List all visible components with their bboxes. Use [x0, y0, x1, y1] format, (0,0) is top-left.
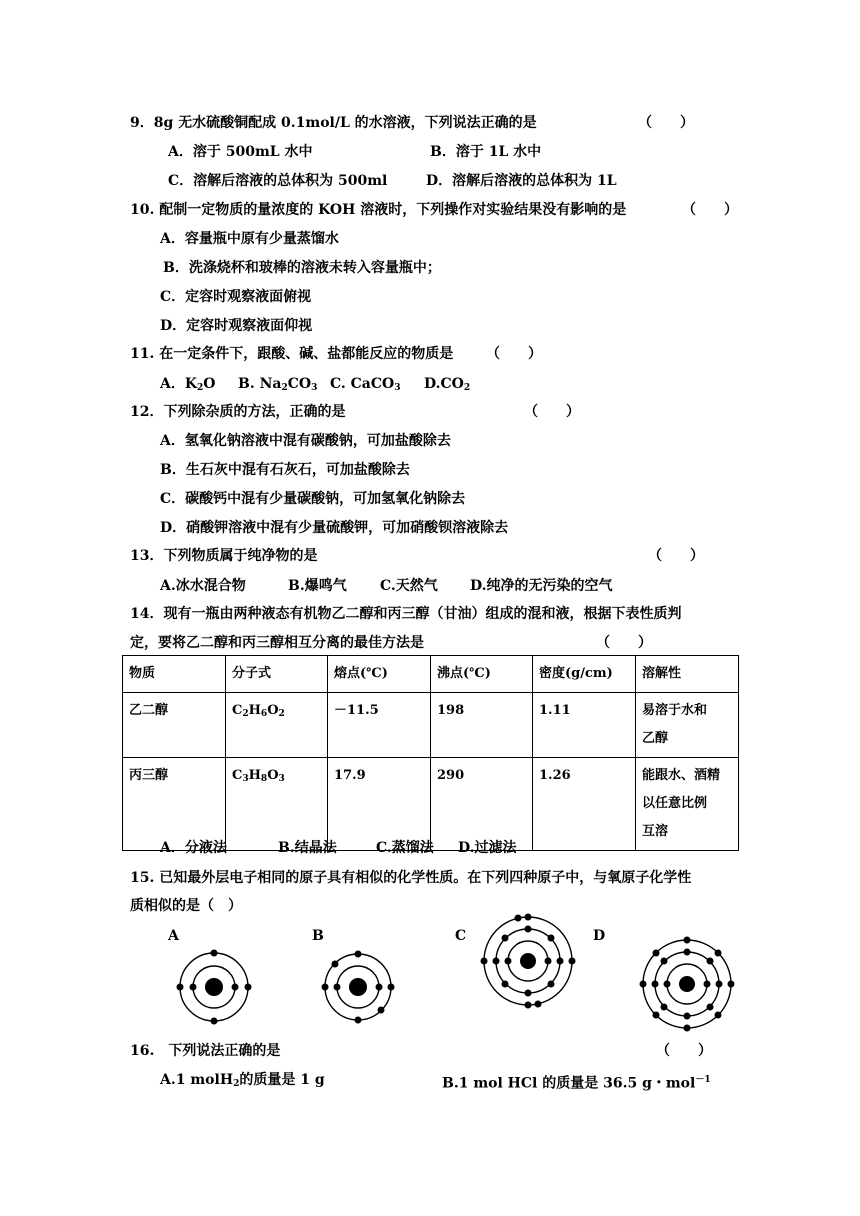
electron [502, 935, 509, 942]
q14-stem-line1: 14．现有一瓶由两种液态有机物乙二醇和丙三醇（甘油）组成的混和液，根据下表性质判 [130, 606, 682, 622]
diagram-label-d: D [593, 928, 606, 944]
electron [684, 1013, 691, 1020]
electron [525, 1002, 532, 1009]
electron [548, 981, 555, 988]
electron [728, 981, 735, 988]
q14-option-a: A．分液法 [160, 840, 227, 856]
electron [525, 926, 532, 933]
q10-answer-paren: （ ） [682, 202, 738, 218]
table-header-cell: 物质 [123, 656, 226, 693]
electron [505, 958, 512, 965]
q9-option-b: B．溶于 1L 水中 [430, 144, 542, 160]
q16-answer-paren: （ ） [656, 1043, 712, 1059]
q16-option-b: B.1 mol HCl 的质量是 36.5 g・mol$^{-1}$ [442, 1075, 711, 1092]
table-cell-formula: $C_3H_8O_3$ [226, 758, 328, 851]
electron [640, 981, 647, 988]
electron [190, 984, 197, 991]
electron [378, 1007, 385, 1014]
electron [245, 984, 252, 991]
electron [211, 1018, 218, 1025]
q10-option-a: A．容量瓶中原有少量蒸馏水 [160, 231, 339, 247]
q13-stem: 13．下列物质属于纯净物的是 [130, 548, 318, 564]
nucleus [679, 976, 695, 992]
q10-option-b: B．洗涤烧杯和玻棒的溶液未转入容量瓶中； [163, 260, 441, 276]
q9-option-a: A．溶于 500mL 水中 [168, 144, 313, 160]
electron [177, 984, 184, 991]
q16-option-a: A.1 molH$_2$的质量是 1 g [160, 1072, 325, 1089]
q11-answer-paren: （ ） [486, 346, 542, 362]
electron [493, 958, 500, 965]
electron [707, 958, 714, 965]
q11-option-c: C. CaCO$_3$ [330, 376, 401, 393]
electron [548, 935, 555, 942]
electron [481, 958, 488, 965]
table-header-cell: 分子式 [226, 656, 328, 693]
electron [652, 981, 659, 988]
electron [569, 958, 576, 965]
atom-diagram-b [316, 947, 400, 1031]
properties-table [122, 655, 739, 851]
table-cell-boiling-point: 198 [431, 693, 533, 758]
electron [653, 950, 660, 957]
table-header-cell: 溶解性 [636, 656, 739, 693]
q9-answer-paren: （ ） [638, 115, 694, 131]
q9-option-c: C．溶解后溶液的总体积为 500ml [168, 173, 388, 189]
electron [502, 981, 509, 988]
q12-stem: 12．下列除杂质的方法，正确的是 [130, 404, 346, 420]
diagram-label-c: C [455, 928, 467, 944]
table-cell-density: 1.26 [533, 758, 636, 851]
q15-stem-line2: 质相似的是（ ） [130, 898, 242, 914]
atom-diagram-d [637, 934, 737, 1034]
q16-stem: 16. 下列说法正确的是 [130, 1043, 281, 1059]
q13-option-b: B.爆鸣气 [288, 578, 347, 594]
electron [535, 1001, 542, 1008]
table-cell-solubility: 能跟水、酒精 以任意比例 互溶 [636, 758, 739, 851]
q14-option-c: C.蒸馏法 [376, 840, 434, 856]
electron [653, 1012, 660, 1019]
q11-option-a: A．$K_2O$ [160, 376, 216, 393]
electron [661, 1004, 668, 1011]
electron [525, 990, 532, 997]
q10-option-d: D．定容时观察液面仰视 [160, 318, 313, 334]
table-cell-substance: 乙二醇 [123, 693, 226, 758]
q12-answer-paren: （ ） [524, 404, 580, 420]
electron [232, 984, 239, 991]
q12-option-a: A．氢氧化钠溶液中混有碳酸钠，可加盐酸除去 [160, 433, 451, 449]
table-cell-formula: $C_2H_6O_2$ [226, 693, 328, 758]
q10-option-c: C．定容时观察液面俯视 [160, 289, 312, 305]
q9-option-d: D．溶解后溶液的总体积为 1L [426, 173, 617, 189]
table-cell-melting-point: 17.9 [328, 758, 431, 851]
table-cell-density: 1.11 [533, 693, 636, 758]
q14-option-b: B.结晶法 [278, 840, 337, 856]
electron [661, 958, 668, 965]
electron [388, 984, 395, 991]
electron [376, 984, 383, 991]
diagram-label-a: A [168, 928, 179, 944]
nucleus [349, 978, 367, 996]
electron [355, 951, 362, 958]
table-cell-melting-point: －11.5 [328, 693, 431, 758]
q15-stem-line1: 15. 已知最外层电子相同的原子具有相似的化学性质。在下列四种原子中，与氧原子化学性 [130, 870, 692, 886]
q12-option-b: B．生石灰中混有石灰石，可加盐酸除去 [160, 462, 410, 478]
table-cell-boiling-point: 290 [431, 758, 533, 851]
q9-stem: 9．8g 无水硫酸铜配成 0.1mol/L 的水溶液，下列说法正确的是 [130, 115, 537, 131]
table-row [123, 693, 739, 758]
electron [684, 1025, 691, 1032]
electron [211, 950, 218, 957]
electron [334, 984, 341, 991]
electron [715, 1012, 722, 1019]
table-header-cell: 密度(g/cm) [533, 656, 636, 693]
electron [716, 981, 723, 988]
electron [684, 949, 691, 956]
q14-stem-line2: 定，要将乙二醇和丙三醇相互分离的最佳方法是 [130, 635, 424, 651]
nucleus [520, 953, 536, 969]
atom-diagram-a [172, 947, 256, 1031]
q12-option-d: D．硝酸钾溶液中混有少量硫酸钾，可加硝酸钡溶液除去 [160, 520, 509, 536]
electron [664, 981, 671, 988]
q11-option-d: $D.CO_2$ [424, 376, 471, 393]
q13-option-c: C.天然气 [380, 578, 438, 594]
q14-option-d: D.过滤法 [458, 840, 517, 856]
electron [704, 981, 711, 988]
q13-answer-paren: （ ） [648, 548, 704, 564]
q11-option-b: B. $Na_2CO_3$ [238, 376, 318, 393]
q13-option-a: A.冰水混合物 [160, 578, 246, 594]
table-header-cell: 沸点(℃) [431, 656, 533, 693]
electron [557, 958, 564, 965]
electron [545, 958, 552, 965]
electron [332, 961, 339, 968]
q11-stem: 11. 在一定条件下，跟酸、碱、盐都能反应的物质是 [130, 346, 454, 362]
electron [525, 914, 532, 921]
table-header-cell: 熔点(℃) [328, 656, 431, 693]
table-cell-substance: 丙三醇 [123, 758, 226, 851]
electron [515, 915, 522, 922]
electron [684, 937, 691, 944]
table-row [123, 758, 739, 851]
electron [715, 950, 722, 957]
diagram-label-b: B [312, 928, 324, 944]
electron [322, 984, 329, 991]
electron [355, 1017, 362, 1024]
table-header-row [123, 656, 739, 693]
q12-option-c: C．碳酸钙中混有少量碳酸钠，可加氢氧化钠除去 [160, 491, 466, 507]
nucleus [205, 978, 223, 996]
q13-option-d: D.纯净的无污染的空气 [470, 578, 613, 594]
q10-stem: 10. 配制一定物质的量浓度的 KOH 溶液时，下列操作对实验结果没有影响的是 [130, 202, 627, 218]
atom-diagram-c [478, 913, 578, 1013]
q14-answer-paren: （ ） [596, 635, 652, 651]
table-cell-solubility: 易溶于水和 乙醇 [636, 693, 739, 758]
electron [707, 1004, 714, 1011]
